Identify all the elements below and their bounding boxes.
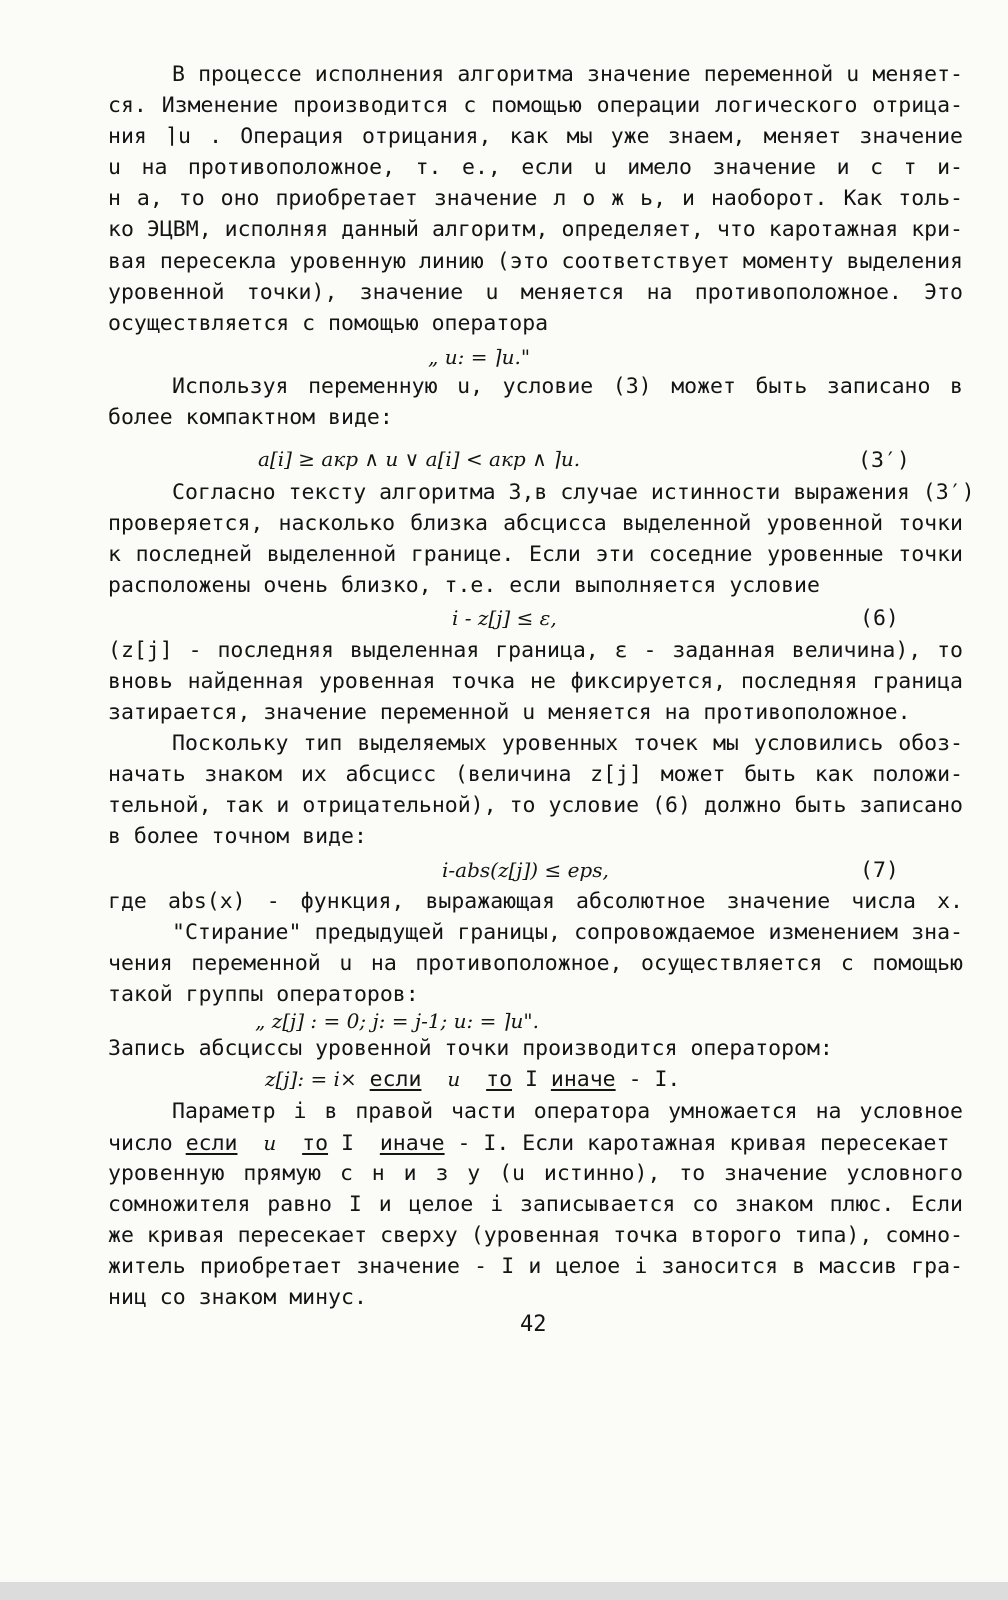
- text-line: (z[j] - последняя выделенная граница, ε - заданная величина), то: [108, 638, 963, 663]
- text-line: В процессе исполнения алгоритма значение переменной u меняет-: [172, 62, 963, 87]
- text-line: ко ЭЦВМ, исполняя данный алгоритм, определяет, что каротажная кри-: [108, 217, 963, 242]
- text-line: в более точном виде:: [108, 824, 367, 849]
- text-line: к последней выделенной границе. Если эти соседние уровенные точки: [108, 542, 963, 567]
- text-line: проверяется, насколько близка абсцисса выделенной уровенной точки: [108, 511, 963, 536]
- text-line: Согласно тексту алгоритма 3,в случае истинности выражения (3′): [172, 480, 975, 505]
- text-line: [108, 1128, 963, 1159]
- text-fragment: - I. Если каротажная кривая пересекает: [457, 1131, 950, 1156]
- keyword-if: если: [185, 1131, 238, 1156]
- text-line: ния ⌉u . Операция отрицания, как мы уже знаем, меняет значение: [108, 124, 963, 149]
- text-line: чения переменной u на противоположное, осуществляется с помощью: [108, 951, 963, 976]
- text-line: ся. Изменение производится с помощью операции логического отрица-: [108, 93, 963, 118]
- equation-number: (3′): [858, 448, 910, 473]
- text-line: начать знаком их абсцисс (величина z[j] может быть как положи-: [108, 762, 963, 787]
- formula-part: I: [524, 1067, 538, 1092]
- formula-part: z[j]: = i×: [265, 1067, 357, 1091]
- formula-part: - I.: [628, 1067, 681, 1092]
- text-line: затирается, значение переменной u меняется на противоположное.: [108, 700, 911, 725]
- formula-part: u: [263, 1131, 277, 1155]
- text-line: более компактном виде:: [108, 405, 393, 430]
- text-line: где abs(x) - функция, выражающая абсолютное значение числа x.: [108, 889, 963, 914]
- text-line: Используя переменную u, условие (3) может быть записано в: [172, 374, 963, 399]
- text-line: "Стирание" предыдущей границы, сопровождаемое изменением зна-: [172, 920, 963, 945]
- text-line: Параметр i в правой части оператора умножается на условное: [172, 1099, 963, 1124]
- scan-edge: [0, 1582, 1008, 1600]
- text-line: такой группы операторов:: [108, 982, 419, 1007]
- text-line: н а, то оно приобретает значение л о ж ь, и наоборот. Как толь-: [108, 186, 963, 211]
- text-line: же кривая пересекает сверху (уровенная точка второго типа), сомно-: [108, 1223, 963, 1248]
- text-line: Поскольку тип выделяемых уровенных точек мы условились обоз-: [172, 731, 963, 756]
- formula-7: i-abs(z[j]) ≤ eps,: [442, 858, 609, 882]
- equation-number: (6): [860, 606, 899, 631]
- equation-number: (7): [860, 858, 899, 883]
- formula-3prime: a[i] ≥ акр ∧ u ∨ a[i] < акр ∧ ⌉u.: [258, 447, 581, 471]
- page-number: 42: [520, 1312, 547, 1337]
- text-line: ниц со знаком минус.: [108, 1285, 367, 1310]
- formula-6: i - z[j] ≤ ε,: [452, 606, 557, 630]
- text-line: осуществляется с помощью оператора: [108, 311, 549, 336]
- text-line: вновь найденная уровенная точка не фиксируется, последняя граница: [108, 669, 963, 694]
- formula-part: u: [447, 1067, 461, 1091]
- formula-erase: „ z[j] : = 0; j: = j-1; u: = ⌉u".: [255, 1009, 539, 1033]
- text-fragment: число: [108, 1131, 173, 1156]
- text-line: житель приобретает значение - I и целое i заносится в массив гра-: [108, 1254, 963, 1279]
- text-line: уровенной точки), значение u меняется на противоположное. Это: [108, 280, 963, 305]
- text-line: u на противоположное, т. е., если u имело значение и с т и-: [108, 155, 963, 180]
- formula-negation: „ u: = ⌉u.": [428, 345, 531, 369]
- text-line: сомножителя равно I и целое i записывается со знаком плюс. Если: [108, 1192, 963, 1217]
- keyword-then: то: [486, 1067, 513, 1092]
- text-fragment: I: [340, 1131, 354, 1156]
- keyword-else: иначе: [379, 1131, 445, 1156]
- keyword-then: то: [302, 1131, 329, 1156]
- formula-record: [265, 1064, 680, 1095]
- text-line: расположены очень близко, т.е. если выполняется условие: [108, 573, 820, 598]
- keyword-if: если: [369, 1067, 422, 1092]
- text-line: уровенную прямую с н и з у (u истинно), то значение условного: [108, 1161, 963, 1186]
- text-line: вая пересекла уровенную линию (это соответствует моменту выделения: [108, 249, 963, 274]
- keyword-else: иначе: [550, 1067, 616, 1092]
- text-line: тельной, так и отрицательной), то условие (6) должно быть записано: [108, 793, 963, 818]
- text-line: Запись абсциссы уровенной точки производится оператором:: [108, 1036, 833, 1061]
